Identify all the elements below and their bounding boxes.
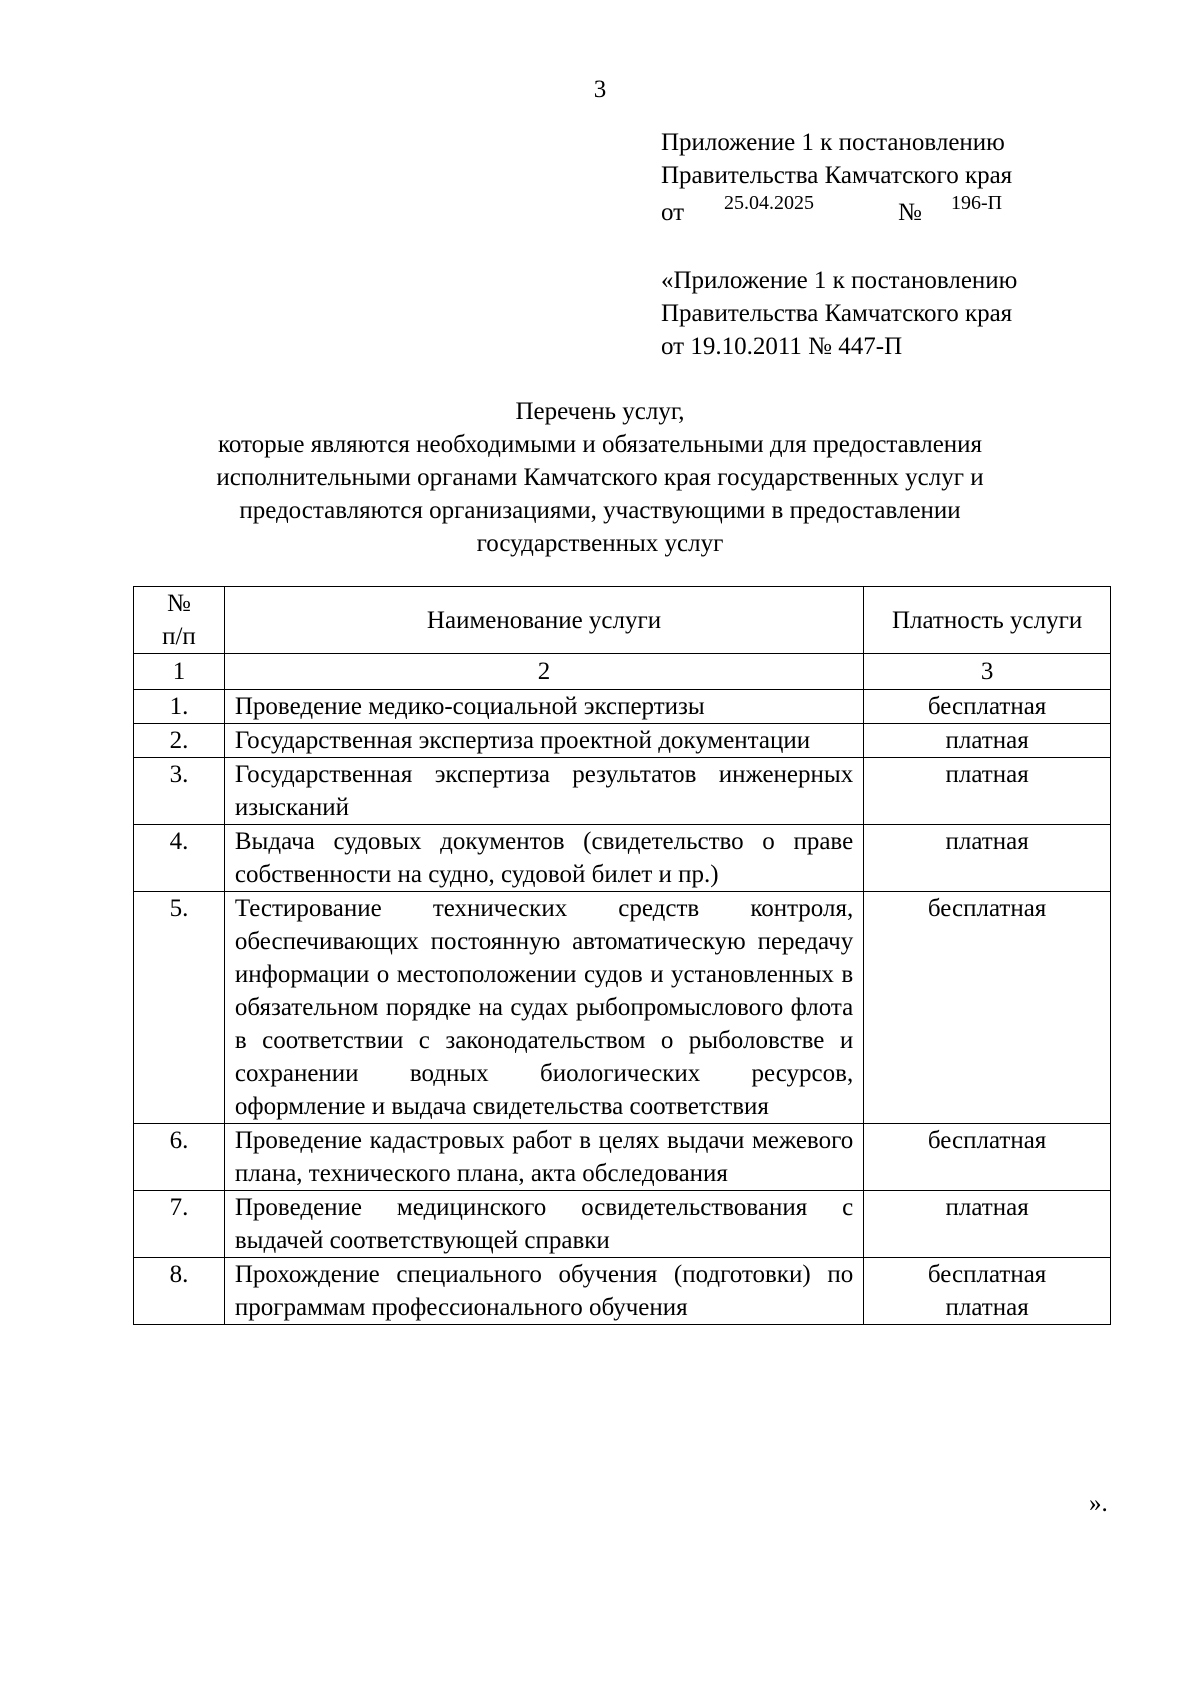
number-sign: № bbox=[898, 199, 922, 226]
table-row bbox=[134, 892, 1111, 1124]
row-number: 3. bbox=[134, 758, 225, 825]
service-fee: платная bbox=[864, 1191, 1111, 1258]
service-fee bbox=[864, 1258, 1111, 1325]
appendix-current-line-1: Приложение 1 к постановлению bbox=[661, 129, 1005, 156]
header-fee: Платность услуги bbox=[864, 587, 1111, 654]
appendix-original-line-1: «Приложение 1 к постановлению bbox=[661, 267, 1018, 294]
service-name: Прохождение специального обучения (подготовки) по программам профессионального обучения bbox=[224, 1258, 863, 1325]
service-name: Государственная экспертиза проектной документации bbox=[224, 724, 863, 758]
table-row bbox=[134, 825, 1111, 892]
column-index-2: 2 bbox=[224, 654, 863, 690]
row-number: 8. bbox=[134, 1258, 225, 1325]
row-number: 7. bbox=[134, 1191, 225, 1258]
table-row bbox=[134, 690, 1111, 724]
row-number: 1. bbox=[134, 690, 225, 724]
table-header-row bbox=[134, 587, 1111, 654]
appendix-current-line-2: Правительства Камчатского края bbox=[661, 162, 1013, 189]
row-number: 5. bbox=[134, 892, 225, 1124]
service-name: Проведение медико-социальной экспертизы bbox=[224, 690, 863, 724]
title-line-4: предоставляются организациями, участвующими в предоставлении bbox=[239, 497, 961, 524]
service-fee: платная bbox=[864, 758, 1111, 825]
page-number: 3 bbox=[593, 76, 607, 103]
service-name: Проведение кадастровых работ в целях выдачи межевого плана, технического плана, акта обследования bbox=[224, 1124, 863, 1191]
table-row bbox=[134, 758, 1111, 825]
service-fee: платная bbox=[864, 724, 1111, 758]
title-line-3: исполнительными органами Камчатского края государственных услуг и bbox=[216, 464, 984, 491]
row-number: 2. bbox=[134, 724, 225, 758]
column-index-1: 1 bbox=[134, 654, 225, 690]
closing-quote-mark: ». bbox=[1089, 1490, 1108, 1517]
header-number-line-2: п/п bbox=[162, 623, 196, 650]
table-row bbox=[134, 724, 1111, 758]
table-row bbox=[134, 1191, 1111, 1258]
column-index-row bbox=[134, 654, 1111, 690]
row-number: 4. bbox=[134, 825, 225, 892]
table-row bbox=[134, 1258, 1111, 1325]
service-fee-line-1: бесплатная bbox=[927, 1261, 1047, 1288]
table-row bbox=[134, 1124, 1111, 1191]
services-table bbox=[133, 586, 1111, 1325]
title-line-5: государственных услуг bbox=[476, 530, 724, 557]
title-line-1: Перечень услуг, bbox=[515, 398, 685, 425]
title-line-2: которые являются необходимыми и обязательными для предоставления bbox=[217, 431, 983, 458]
from-word: от bbox=[661, 199, 685, 226]
service-fee: бесплатная bbox=[864, 1124, 1111, 1191]
service-fee: платная bbox=[864, 825, 1111, 892]
header-number-line-1: № bbox=[167, 590, 191, 617]
service-name: Государственная экспертиза результатов инженерных изысканий bbox=[224, 758, 863, 825]
row-number: 6. bbox=[134, 1124, 225, 1191]
resolution-date: 25.04.2025 bbox=[724, 192, 814, 214]
header-number bbox=[134, 587, 225, 654]
service-name: Тестирование технических средств контроля, обеспечивающих постоянную автоматическую передачу информации о местоположении судов и установленных в обязательном порядке на судах рыбопромыслового флота в соответствии с законодательством о рыболовстве и сохранении водных биологических ресурсов, оформление и выдача свидетельства соответствия bbox=[224, 892, 863, 1124]
service-fee: бесплатная bbox=[864, 690, 1111, 724]
appendix-current-block bbox=[661, 126, 1012, 225]
service-fee: бесплатная bbox=[864, 892, 1111, 1124]
resolution-number: 196-П bbox=[951, 192, 1003, 214]
service-fee-line-2: платная bbox=[945, 1294, 1029, 1321]
appendix-original-line-2: Правительства Камчатского края bbox=[661, 300, 1013, 327]
service-name: Проведение медицинского освидетельствования с выдачей соответствующей справки bbox=[224, 1191, 863, 1258]
header-service-name: Наименование услуги bbox=[224, 587, 863, 654]
column-index-3: 3 bbox=[864, 654, 1111, 690]
appendix-original-block bbox=[661, 264, 1017, 363]
service-name: Выдача судовых документов (свидетельство о праве собственности на судно, судовой билет и пр.) bbox=[224, 825, 863, 892]
appendix-original-line-3: от 19.10.2011 № 447-П bbox=[661, 333, 903, 360]
document-title bbox=[0, 395, 1200, 560]
appendix-current-date-line bbox=[661, 192, 1012, 225]
